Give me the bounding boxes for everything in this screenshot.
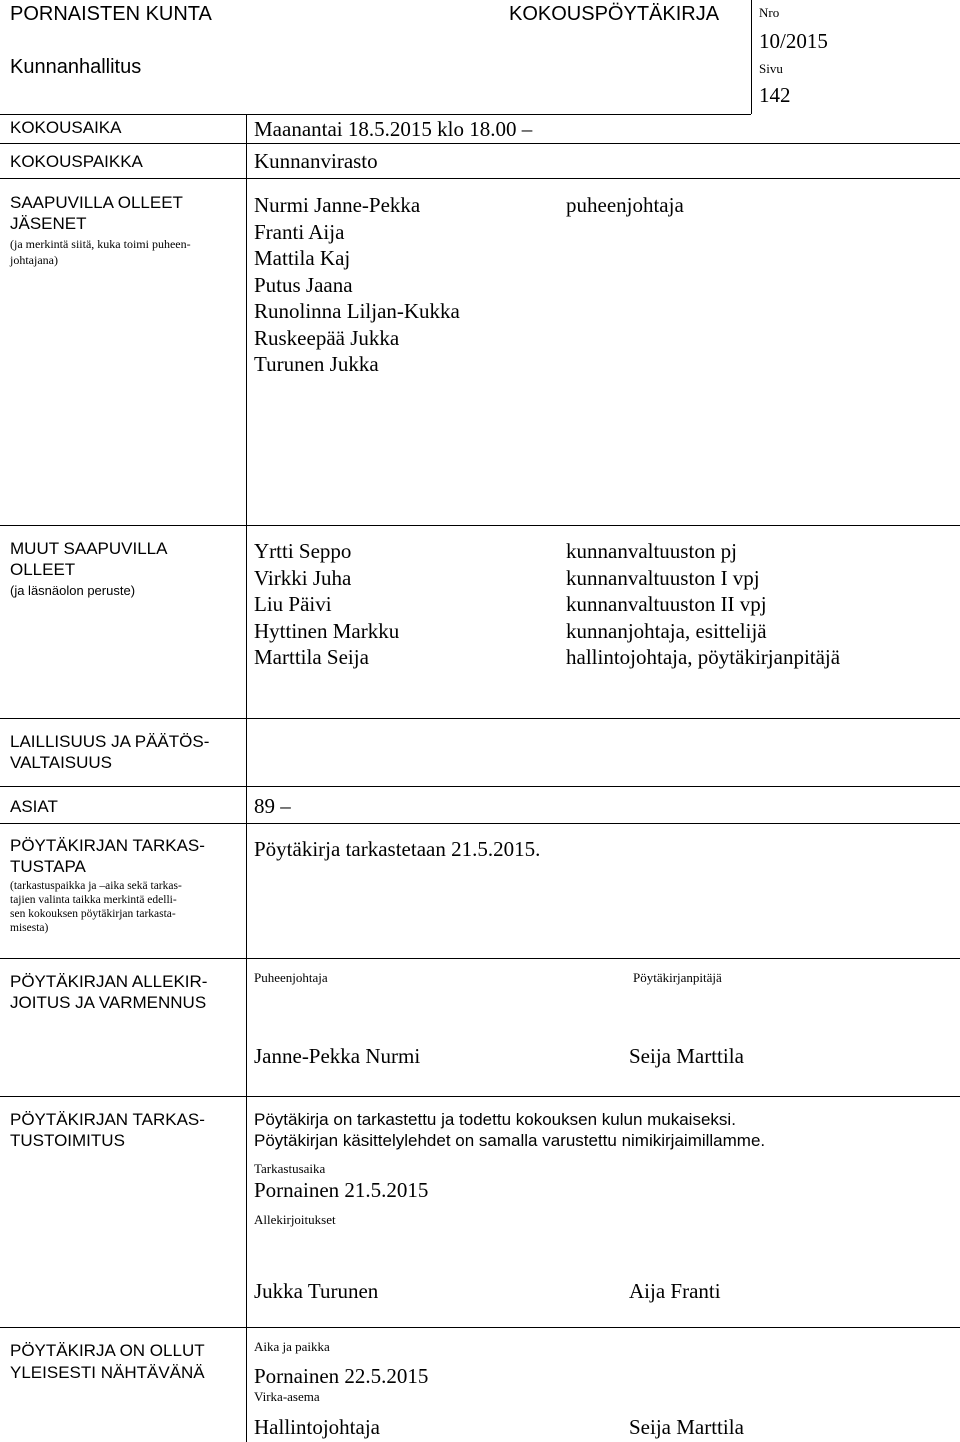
public-position-value: Hallintojohtaja (254, 1415, 380, 1439)
others-label-line2: OLLEET (10, 560, 76, 579)
verification-text-line1: Pöytäkirja on tarkastettu ja todettu kokouksen kulun mukaiseksi. (254, 1110, 736, 1129)
signatures-caption: Allekirjoitukset (254, 1212, 336, 1227)
public-label-line1: PÖYTÄKIRJA ON OLLUT (10, 1341, 205, 1360)
row-rule (0, 1096, 960, 1097)
number-value: 10/2015 (759, 29, 828, 53)
attendee-name: Marttila Seija (254, 645, 369, 669)
verifier-signature-2: Aija Franti (629, 1279, 721, 1303)
page-value: 142 (759, 83, 791, 107)
chair-role: puheenjohtaja (566, 193, 684, 217)
verification-label-line1: PÖYTÄKIRJAN TARKAS- (10, 1110, 205, 1129)
verifier-signature-1: Jukka Turunen (254, 1279, 379, 1303)
chair-signature-name: Janne-Pekka Nurmi (254, 1044, 421, 1068)
inspection-label-line1: PÖYTÄKIRJAN TARKAS- (10, 836, 205, 855)
attendee-name: Yrtti Seppo (254, 539, 352, 563)
attendee-role: kunnanvaltuuston I vpj (566, 565, 760, 590)
member-name: Putus Jaana (254, 272, 353, 297)
inspection-note (10, 879, 182, 935)
meeting-place-label: KOKOUSPAIKKA (10, 152, 143, 171)
member-name: Franti Aija (254, 219, 345, 244)
row-rule (0, 786, 960, 787)
chair-caption: Puheenjohtaja (254, 970, 328, 985)
member-name: Turunen Jukka (254, 352, 379, 376)
public-place-caption: Aika ja paikka (254, 1339, 330, 1354)
secretary-caption: Pöytäkirjanpitäjä (633, 970, 722, 985)
others-label-line1: MUUT SAAPUVILLA (10, 539, 168, 558)
row-rule (0, 718, 960, 719)
municipality-name: PORNAISTEN KUNTA (10, 3, 212, 25)
items-label: ASIAT (10, 797, 58, 816)
public-label-line2: YLEISESTI NÄHTÄVÄNÄ (10, 1363, 205, 1382)
legality-label-line1: LAILLISUUS JA PÄÄTÖS- (10, 732, 210, 751)
row-rule (0, 958, 960, 959)
row-rule (0, 1327, 960, 1328)
row-rule (0, 143, 960, 144)
member-name: Nurmi Janne-Pekka (254, 193, 421, 217)
inspection-note-line: (tarkastuspaikka ja –aika sekä tarkas- (10, 880, 182, 892)
header-rule (0, 114, 751, 115)
row-rule (0, 178, 960, 179)
attendee-role: kunnanvaltuuston II vpj (566, 592, 767, 616)
public-signer: Seija Marttila (629, 1415, 744, 1439)
meeting-place-value: Kunnanvirasto (254, 149, 378, 173)
public-position-caption: Virka-asema (254, 1389, 320, 1404)
inspection-label-line2: TUSTAPA (10, 857, 86, 876)
members-label-line2: JÄSENET (10, 214, 87, 233)
members-note-line1: (ja merkintä siitä, kuka toimi puheen- (10, 237, 191, 251)
public-place-value: Pornainen 22.5.2015 (254, 1364, 429, 1388)
attendee-role: kunnanvaltuuston pj (566, 539, 737, 563)
others-roles (566, 538, 840, 671)
verification-time-caption: Tarkastusaika (254, 1161, 326, 1176)
legality-label-line2: VALTAISUUS (10, 753, 113, 772)
verification-label-line2: TUSTOIMITUS (10, 1131, 125, 1150)
secretary-signature-name: Seija Marttila (629, 1044, 744, 1068)
row-rule (0, 525, 960, 526)
page-label: Sivu (759, 61, 783, 76)
inspection-value: Pöytäkirja tarkastetaan 21.5.2015. (254, 837, 541, 861)
others-names (254, 538, 399, 671)
inspection-note-line: misesta) (10, 922, 49, 934)
attendee-role: hallintojohtaja, pöytäkirjanpitäjä (566, 645, 841, 669)
items-value: 89 – (254, 794, 291, 818)
members-note-line2: johtajana) (10, 253, 58, 267)
verification-time-value: Pornainen 21.5.2015 (254, 1178, 429, 1202)
header-divider (751, 0, 752, 114)
attendee-role: kunnanjohtaja, esittelijä (566, 618, 767, 643)
inspection-note-line: sen kokouksen pöytäkirjan tarkasta- (10, 908, 176, 920)
document-type: KOKOUSPÖYTÄKIRJA (509, 3, 720, 25)
member-name: Mattila Kaj (254, 246, 351, 270)
others-note: (ja läsnäolon peruste) (10, 583, 136, 598)
meeting-time-value: Maanantai 18.5.2015 klo 18.00 – (254, 117, 533, 141)
member-name: Ruskeepää Jukka (254, 325, 400, 350)
number-label: Nro (759, 5, 780, 20)
signing-label-line1: PÖYTÄKIRJAN ALLEKIR- (10, 972, 208, 991)
member-name: Runolinna Liljan-Kukka (254, 299, 460, 323)
attendee-name: Liu Päivi (254, 592, 332, 616)
meeting-time-label: KOKOUSAIKA (10, 118, 122, 137)
members-label-line1: SAAPUVILLA OLLEET (10, 193, 183, 212)
attendee-name: Virkki Juha (254, 565, 352, 590)
attendee-name: Hyttinen Markku (254, 618, 400, 643)
inspection-note-line: tajien valinta taikka merkintä edelli- (10, 894, 177, 906)
member-list (254, 192, 460, 378)
signing-label-line2: JOITUS JA VARMENNUS (10, 993, 207, 1012)
column-divider (246, 114, 247, 1442)
verification-text-line2: Pöytäkirjan käsittelylehdet on samalla varustettu nimikirjaimillamme. (254, 1131, 766, 1150)
governing-body: Kunnanhallitus (10, 56, 142, 78)
row-rule (0, 823, 960, 824)
